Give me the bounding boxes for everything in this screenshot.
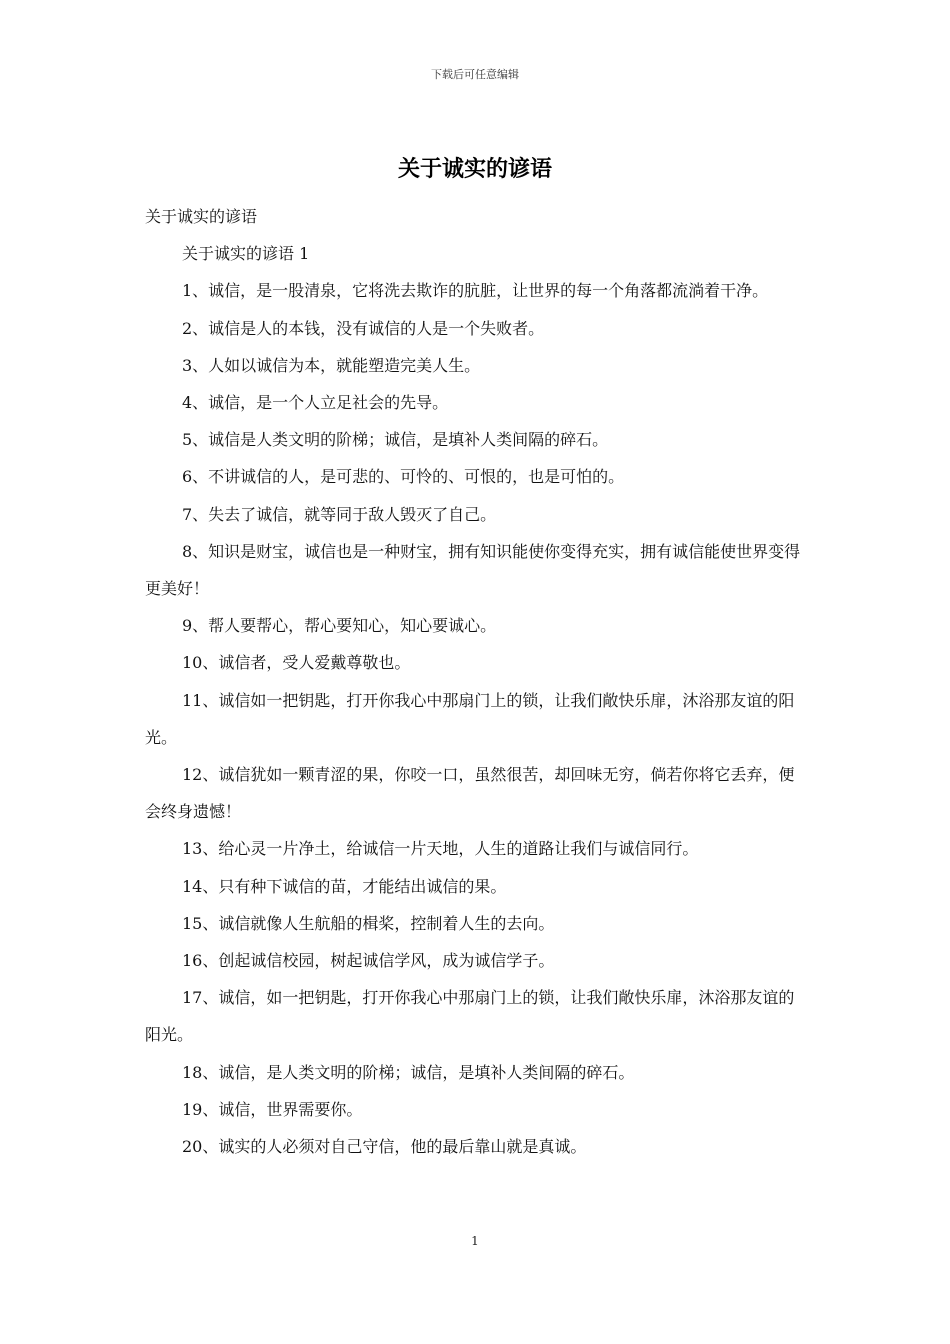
proverb-item: 4、诚信，是一个人立足社会的先导。 (182, 393, 449, 413)
proverb-item: 5、诚信是人类文明的阶梯；诚信，是填补人类间隔的碎石。 (182, 430, 609, 450)
proverb-item: 2、诚信是人的本钱，没有诚信的人是一个失败者。 (182, 318, 545, 338)
proverb-item: 10、诚信者，受人爱戴尊敬也。 (182, 653, 411, 673)
document-title: 关于诚实的谚语 (397, 156, 552, 182)
document-body (145, 198, 807, 1165)
proverb-item: 20、诚实的人必须对自己守信，他的最后靠山就是真诚。 (182, 1137, 587, 1157)
proverb-item: 8、知识是财宝，诚信也是一种财宝，拥有知识能使你变得充实，拥有诚信能使世界变得更美好！ (145, 541, 801, 599)
proverb-item: 19、诚信，世界需要你。 (182, 1099, 363, 1119)
proverb-item: 6、不讲诚信的人，是可悲的、可怜的、可恨的，也是可怕的。 (182, 467, 625, 487)
proverb-item: 11、诚信如一把钥匙，打开你我心中那扇门上的锁，让我们敞快乐扉，沐浴那友谊的阳光。 (145, 690, 795, 747)
section-heading: 关于诚实的谚语 1 (182, 244, 310, 264)
proverb-item: 1、诚信，是一股清泉，它将洗去欺诈的肮脏，让世界的每一个角落都流淌着干净。 (182, 281, 769, 301)
page-number: 1 (471, 1234, 479, 1248)
proverb-item: 17、诚信，如一把钥匙，打开你我心中那扇门上的锁，让我们敞快乐扉，沐浴那友谊的阳光。 (145, 988, 795, 1045)
proverb-item: 3、人如以诚信为本，就能塑造完美人生。 (182, 355, 481, 375)
proverb-item: 16、创起诚信校园，树起诚信学风，成为诚信学子。 (182, 951, 555, 971)
document-subtitle: 关于诚实的谚语 (145, 207, 258, 226)
proverb-item: 18、诚信，是人类文明的阶梯；诚信，是填补人类间隔的碎石。 (182, 1062, 635, 1082)
proverb-item: 9、帮人要帮心，帮心要知心，知心要诚心。 (182, 616, 497, 636)
proverb-item: 7、失去了诚信，就等同于敌人毁灭了自己。 (182, 504, 497, 524)
proverb-item: 12、诚信犹如一颗青涩的果，你咬一口，虽然很苦，却回味无穷，倘若你将它丢弃，便会终身遗憾！ (145, 765, 795, 822)
proverb-item: 14、只有种下诚信的苗，才能结出诚信的果。 (182, 876, 507, 896)
proverb-item: 13、给心灵一片净土，给诚信一片天地，人生的道路让我们与诚信同行。 (182, 839, 699, 859)
header-note: 下载后可任意编辑 (431, 68, 519, 81)
proverb-item: 15、诚信就像人生航船的楫桨，控制着人生的去向。 (182, 913, 555, 933)
